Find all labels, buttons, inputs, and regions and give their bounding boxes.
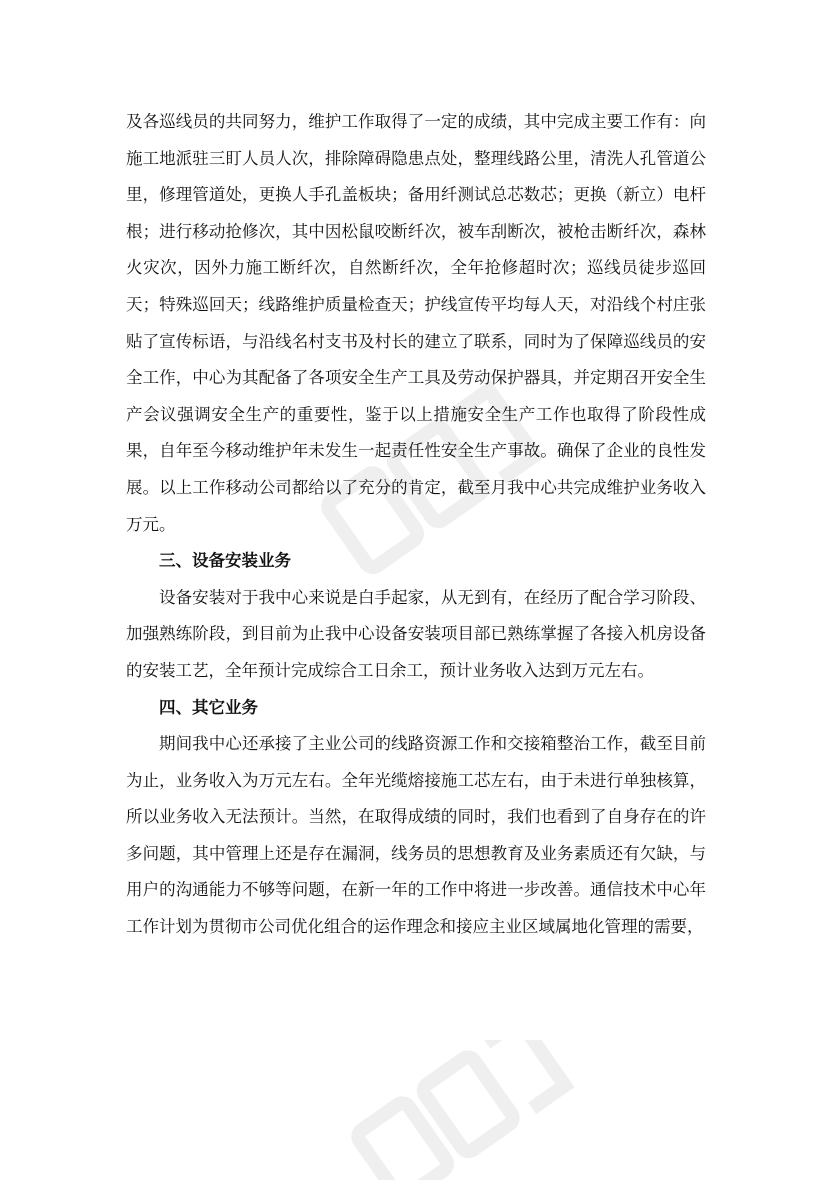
paragraph-other-business: 期间我中心还承接了主业公司的线路资源工作和交接箱整治工作，截至目前为止，业务收入为万元左右。全年光缆熔接施工芯左右，由于未进行单独核算，所以业务收入无法预计。当然，在取得成绩的同时，我们也看到了自身存在的许多问题，其中管理上还是存在漏洞，线务员的思想教育及业务素质还有欠缺，与用户的沟通能力不够等问题，在新一年的工作中将进一步改善。通信技术中心年工作计划为贯彻市公司优化组合的运作理念和接应主业区域属地化管理的需要， — [126, 734, 706, 937]
section-heading-equipment-installation: 三、设备安装业务 — [159, 551, 291, 571]
document-body — [126, 104, 706, 946]
paragraph-equipment-installation: 设备安装对于我中心来说是白手起家，从无到有，在经历了配合学习阶段、加强熟练阶段，到目前为止我中心设备安装项目部已熟练掌握了各接入机房设备的安装工艺，全年预计完成综合工日余工，预计业务收入达到万元左右。 — [126, 587, 706, 680]
watermark-shape-bottom — [330, 1040, 590, 1180]
paragraph-maintenance-results: 及各巡线员的共同努力，维护工作取得了一定的成绩，其中完成主要工作有：向施工地派驻三盯人员人次，排除障碍隐患点处，整理线路公里，清洗人孔管道公里，修理管道处，更换人手孔盖板块；备用纤测试总芯数芯；更换（新立）电杆根；进行移动抢修次，其中因松鼠咬断纤次，被车刮断次，被枪击断纤次，森林火灾次，因外力施工断纤次，自然断纤次，全年抢修超时次；巡线员徒步巡回天；特殊巡回天；线路维护质量检查天；护线宣传平均每人天，对沿线个村庄张贴了宣传标语，与沿线名村支书及村长的建立了联系，同时为了保障巡线员的安全工作，中心为其配备了各项安全生产工具及劳动保护器具，并定期召开安全生产会议强调安全生产的重要性，鉴于以上措施安全生产工作也取得了阶段性成果，自年至今移动维护年未发生一起责任性安全生产事故。确保了企业的良性发展。以上工作移动公司都给以了充分的肯定，截至月我中心共完成维护业务收入万元。 — [126, 112, 706, 534]
section-heading-other-business: 四、其它业务 — [159, 697, 258, 717]
